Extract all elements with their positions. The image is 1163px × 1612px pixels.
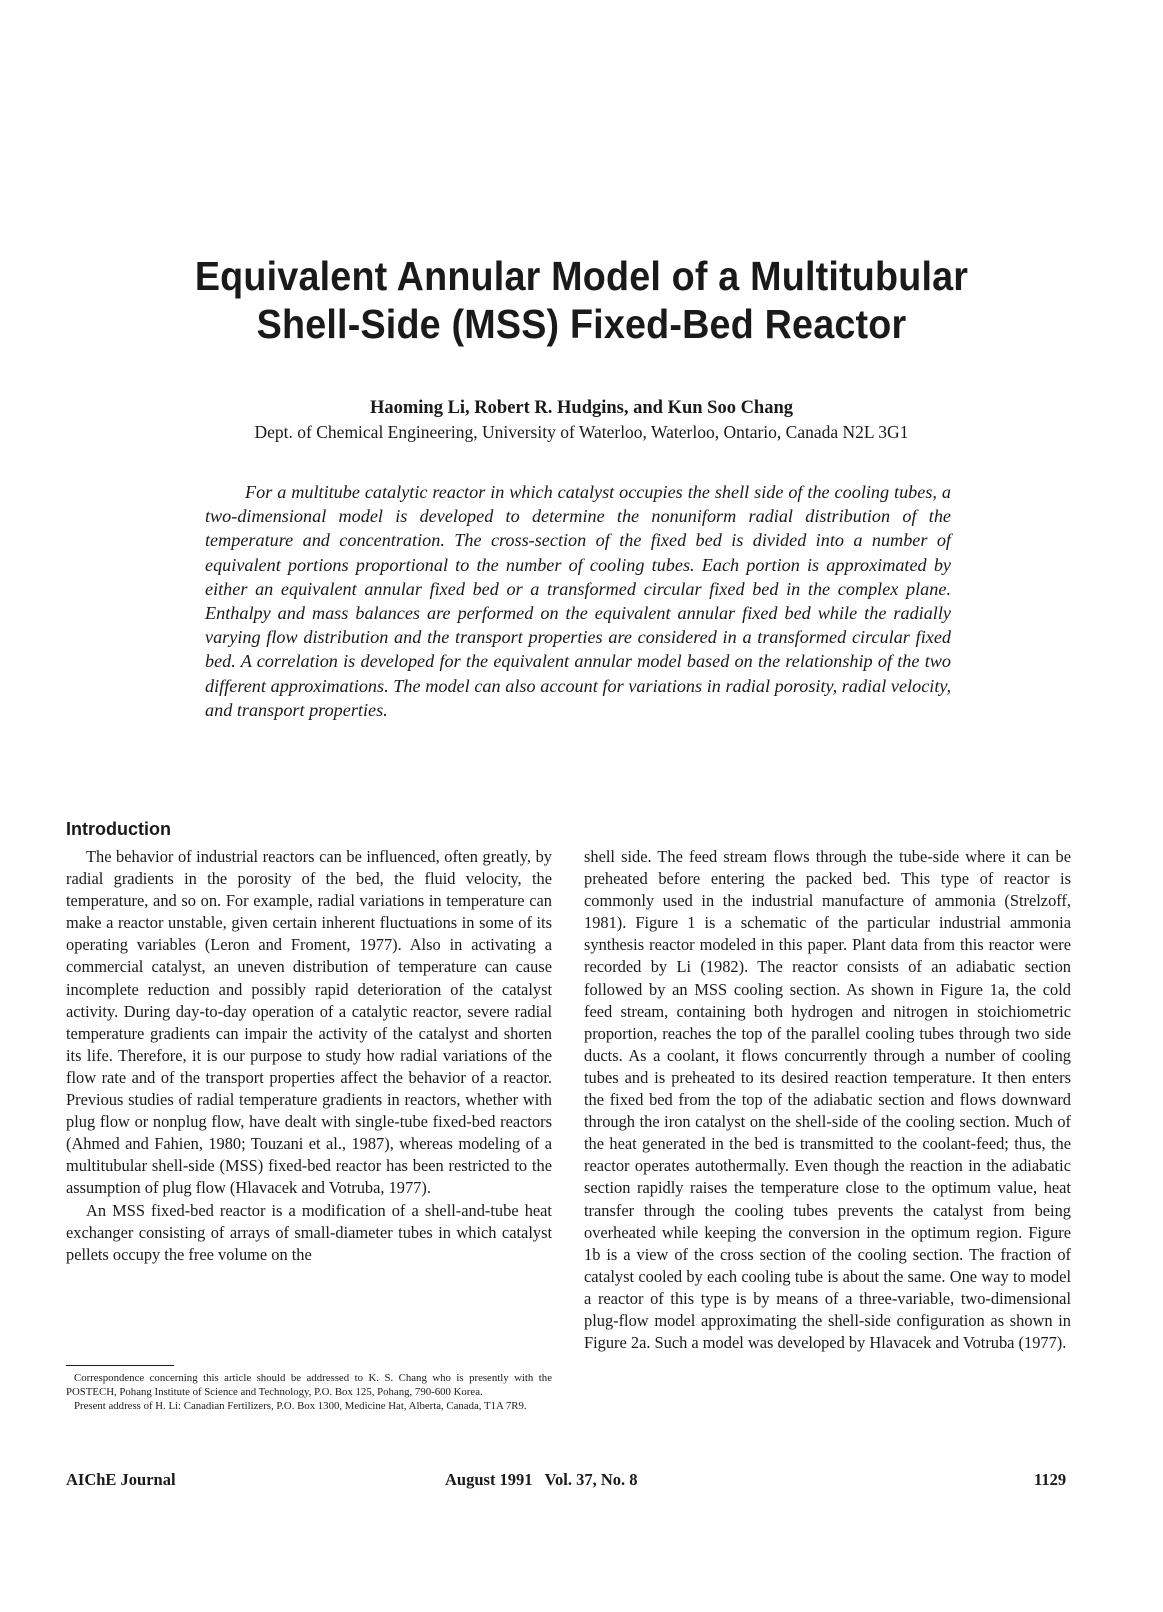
footnote-correspondence: Correspondence concerning this article should be addressed to K. S. Chang who is presently with the POSTECH, Pohang Institute of Science and Technology, P.O. Box 125, Pohang, 790-600 Korea. xyxy=(66,1372,552,1399)
author-list: Haoming Li, Robert R. Hudgins, and Kun Soo Chang xyxy=(369,398,794,418)
footnotes xyxy=(66,1371,552,1414)
footer-page-number: 1129 xyxy=(1034,1470,1067,1489)
title-line-2: Shell-Side (MSS) Fixed-Bed Reactor xyxy=(256,301,907,347)
intro-paragraph-2-continued: shell side. The feed stream flows through the tube-side where it can be preheated before entering the packed bed. This type of reactor is commonly used in the industrial manufacture of ammonia (Strelzoff, 1981). Figure 1 is a schematic of the particular industrial ammonia synthesis reactor modeled in this paper. Plant data from this reactor were recorded by Li (1982). The reactor consists of an adiabatic section followed by an MSS cooling section. As shown in Figure 1a, the cold feed stream, containing both hydrogen and nitrogen in stoichiometric proportion, reaches the top of the parallel cooling tubes through two side ducts. As a coolant, it flows concurrently through a number of cooling tubes and is preheated to its desired reaction temperature. It then enters the fixed bed from the top of the adiabatic section and flows downward through the iron catalyst on the shell-side of the cooling section. Much of the heat generated in the bed is transmitted to the coolant-feed; thus, the reactor operates autothermally. Even though the reaction in the adiabatic section rapidly raises the temperature close to the optimum value, heat transfer through the cooling tubes prevents the catalyst from being overheated while keeping the conversion in the optimum region. Figure 1b is a view of the cross section of the cooling section. The fraction of catalyst cooled by each cooling tube is about the same. One way to model a reactor of this type is by means of a three-variable, two-dimensional plug-flow model approximating the shell-side configuration as shown in Figure 2a. Such a model was developed by Hlavacek and Votruba (1977). xyxy=(584,847,1071,1353)
intro-paragraph-1: The behavior of industrial reactors can be influenced, often greatly, by radial gradients in the porosity of the bed, the fluid velocity, the temperature, and so on. For example, radial variations in temperature can make a reactor unstable, given certain inherent fluctuations in some of its operating variables (Leron and Froment, 1977). Also in activating a commercial catalyst, an uneven distribution of temperature can cause incomplete reduction and possibly rapid deterioration of the catalyst activity. During day-to-day operation of a catalytic reactor, severe radial temperature gradients can impair the activity of the catalyst and shorten its life. Therefore, it is our purpose to study how radial variations of the flow rate and of the transport properties affect the behavior of a reactor. Previous studies of radial temperature gradients in reactors, whether with plug flow or nonplug flow, have dealt with single-tube fixed-bed reactors (Ahmed and Fahien, 1980; Touzani et al., 1987), whereas modeling of a multitubular shell-side (MSS) fixed-bed reactor has been restricted to the assumption of plug flow (Hlavacek and Votruba, 1977). xyxy=(66,847,552,1198)
footnote-present-address: Present address of H. Li: Canadian Fertilizers, P.O. Box 1300, Medicine Hat, Alberta, Canada, T1A 7R9. xyxy=(74,1400,527,1413)
intro-paragraph-2: An MSS fixed-bed reactor is a modification of a shell-and-tube heat exchanger consisting of arrays of small-diameter tubes in which catalyst pellets occupy the free volume on the xyxy=(66,1200,552,1264)
footer-issue: August 1991 Vol. 37, No. 8 xyxy=(445,1470,638,1489)
paper-title xyxy=(102,252,1062,348)
right-column xyxy=(584,846,1071,1354)
abstract: For a multitube catalytic reactor in which catalyst occupies the shell side of the cooling tubes, a two-dimensional model is developed to determine the nonuniform radial distribution of the temperature and concentration. The cross-section of the fixed bed is divided into a number of equivalent portions proportional to the number of cooling tubes. Each portion is approximated by either an equivalent annular fixed bed or a transformed circular fixed bed in the complex plane. Enthalpy and mass balances are performed on the equivalent annular fixed bed while the radially varying flow distribution and the transport properties are considered in a transformed circular fixed bed. A correlation is developed for the equivalent annular model based on the relationship of the two different approximations. The model can also account for variations in radial porosity, radial velocity, and transport properties. xyxy=(205,482,951,720)
section-heading-introduction: Introduction xyxy=(66,819,171,839)
title-line-1: Equivalent Annular Model of a Multitubular xyxy=(194,253,969,299)
footer-journal-name: AIChE Journal xyxy=(66,1470,176,1489)
author-affiliation: Dept. of Chemical Engineering, University of Waterloo, Waterloo, Ontario, Canada N2L 3G1 xyxy=(254,422,909,442)
left-column xyxy=(66,846,552,1266)
footnote-rule xyxy=(66,1365,174,1366)
